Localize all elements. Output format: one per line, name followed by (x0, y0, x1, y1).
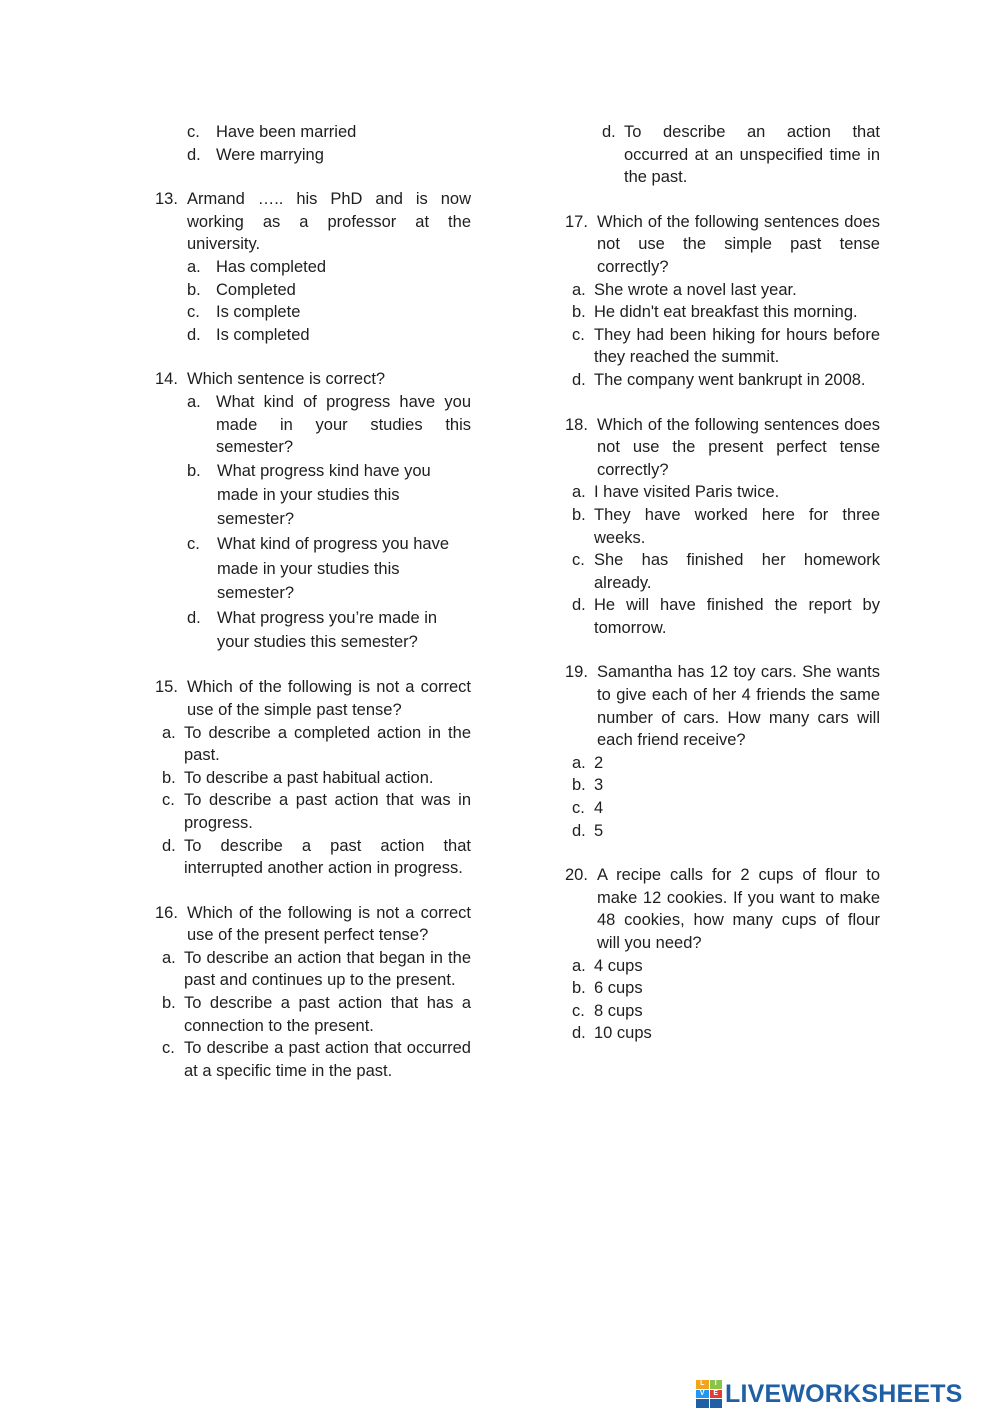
question-17 (565, 211, 880, 392)
option-text: Has completed (216, 257, 327, 276)
option-d[interactable] (162, 835, 471, 880)
question-stem: Which of the following is not a correct use of the simple past tense? (187, 678, 471, 719)
question-number: 17. (565, 212, 588, 231)
option-letter: c. (162, 791, 175, 810)
option-a[interactable] (162, 947, 471, 992)
option-text: To describe a past action that was in progress. (184, 791, 471, 832)
option-letter: c. (187, 303, 200, 322)
option-text: Were marrying (216, 145, 324, 164)
option-letter: c. (572, 1001, 585, 1020)
option-letter: c. (187, 123, 200, 141)
option-text: The company went bankrupt in 2008. (594, 370, 866, 389)
option-letter: c. (572, 551, 585, 570)
option-d[interactable] (572, 594, 880, 639)
option-letter: a. (572, 753, 586, 772)
logo-letter: E (710, 1390, 723, 1399)
option-b[interactable] (162, 992, 471, 1037)
option-letter: b. (162, 994, 176, 1013)
question-number: 20. (565, 866, 588, 885)
option-text: He didn't eat breakfast this morning. (594, 303, 858, 322)
option-d[interactable] (602, 121, 880, 189)
option-text: 10 cups (594, 1024, 652, 1043)
option-text: She wrote a novel last year. (594, 280, 797, 299)
question-18 (565, 414, 880, 640)
option-text: 8 cups (594, 1001, 643, 1020)
option-text: 6 cups (594, 979, 643, 998)
question-stem: Samantha has 12 toy cars. She wants to give each of her 4 friends the same number of cars. How many cars will each friend receive? (597, 663, 880, 750)
option-c[interactable] (572, 324, 880, 369)
question-number: 13. (155, 190, 178, 209)
option-b[interactable] (572, 504, 880, 549)
option-text: He will have finished the report by tomorrow. (594, 596, 880, 637)
option-text: To describe a completed action in the past. (184, 723, 471, 765)
question-12-continued (155, 121, 471, 166)
option-a[interactable] (572, 279, 880, 302)
option-d[interactable] (572, 820, 880, 843)
option-c[interactable] (572, 797, 880, 820)
option-text: 3 (594, 776, 604, 795)
logo-letter: L (696, 1380, 709, 1389)
question-stem: Which of the following is not a correct use of the present perfect tense? (187, 903, 471, 945)
option-letter: d. (602, 123, 616, 141)
option-a[interactable] (187, 391, 471, 459)
question-20 (565, 864, 880, 1045)
option-text: They had been hiking for hours before they reached the summit. (594, 325, 880, 367)
right-column (565, 121, 880, 1067)
option-a[interactable] (572, 752, 880, 775)
question-number: 15. (155, 678, 178, 697)
option-text: To describe an action that occurred at an unspecified time in the past. (624, 123, 880, 187)
option-text: To describe a past action that interrupted another action in progress. (184, 836, 471, 878)
option-letter: b. (572, 979, 586, 998)
option-c[interactable] (572, 549, 880, 594)
question-19 (565, 661, 880, 842)
option-text: What kind of progress you have made in your studies this semester? (217, 535, 450, 602)
option-letter: b. (162, 768, 176, 787)
option-letter: d. (187, 608, 201, 627)
left-column (155, 121, 471, 1104)
liveworksheets-logo-icon (696, 1380, 722, 1408)
option-letter: a. (162, 948, 176, 967)
question-14 (155, 368, 471, 654)
question-stem: Armand ….. his PhD and is now working as a professor at the university. (187, 190, 471, 254)
option-letter: a. (572, 483, 586, 502)
question-number: 19. (565, 663, 588, 682)
option-letter: d. (572, 596, 586, 615)
option-letter: d. (162, 836, 176, 855)
logo-block (696, 1399, 709, 1408)
question-stem: Which of the following sentences does not use the present perfect tense correctly? (597, 415, 880, 479)
logo-letter: V (696, 1390, 709, 1399)
question-16 (155, 902, 471, 1083)
option-b[interactable] (572, 977, 880, 1000)
option-letter: d. (572, 370, 586, 389)
option-letter: d. (187, 145, 201, 164)
option-a[interactable] (162, 722, 471, 767)
option-letter: c. (572, 799, 585, 818)
option-text: She has finished her homework already. (594, 551, 880, 592)
option-b[interactable] (187, 279, 471, 302)
liveworksheets-logo (696, 1379, 963, 1409)
option-text: 5 (594, 821, 604, 840)
option-c[interactable] (187, 532, 471, 605)
option-c[interactable] (162, 1037, 471, 1082)
question-stem: Which sentence is correct? (187, 370, 386, 389)
option-text: Have been married (216, 123, 357, 141)
option-letter: c. (572, 325, 585, 344)
option-text: Is complete (216, 303, 301, 322)
option-letter: a. (572, 280, 586, 299)
brand-text: LIVEWORKSHEETS (725, 1379, 963, 1408)
question-15 (155, 676, 471, 879)
option-letter: a. (162, 723, 176, 742)
option-c[interactable] (572, 1000, 880, 1023)
option-letter: b. (572, 505, 586, 524)
option-c[interactable] (187, 121, 471, 144)
question-number: 16. (155, 903, 178, 922)
option-letter: c. (187, 535, 200, 554)
option-text: 4 (594, 799, 604, 818)
option-a[interactable] (572, 481, 880, 504)
option-letter: a. (187, 392, 201, 411)
option-text: To describe a past habitual action. (184, 768, 434, 787)
option-b[interactable] (187, 459, 471, 532)
option-text: 4 cups (594, 956, 643, 975)
option-text: To describe a past action that has a connection to the present. (184, 994, 471, 1035)
option-text: Completed (216, 280, 296, 299)
option-text: What progress you’re made in your studies this semester? (217, 608, 438, 652)
option-letter: a. (187, 257, 201, 276)
option-c[interactable] (162, 789, 471, 834)
option-text: I have visited Paris twice. (594, 483, 780, 502)
option-b[interactable] (572, 774, 880, 797)
logo-block (710, 1399, 723, 1408)
option-letter: b. (187, 461, 201, 480)
option-c[interactable] (187, 301, 471, 324)
option-letter: b. (572, 303, 586, 322)
option-letter: d. (187, 325, 201, 344)
option-d[interactable] (572, 369, 880, 392)
option-d[interactable] (187, 606, 471, 654)
option-text: What kind of progress have you made in your studies this semester? (216, 392, 471, 457)
question-stem: Which of the following sentences does not use the simple past tense correctly? (597, 212, 880, 276)
question-13 (155, 188, 471, 346)
option-d[interactable] (572, 1022, 880, 1045)
question-number: 18. (565, 415, 588, 434)
option-letter: b. (187, 280, 201, 299)
option-letter: a. (572, 956, 586, 975)
question-16-continued (565, 121, 880, 189)
option-letter: d. (572, 1024, 586, 1043)
option-d[interactable] (187, 324, 471, 347)
option-text: They have worked here for three weeks. (594, 505, 880, 547)
option-text: Is completed (216, 325, 310, 344)
option-letter: d. (572, 821, 586, 840)
option-text: To describe an action that began in the past and continues up to the present. (184, 948, 471, 990)
option-b[interactable] (162, 767, 471, 790)
option-a[interactable] (572, 955, 880, 978)
option-b[interactable] (572, 301, 880, 324)
option-d[interactable] (187, 144, 471, 167)
option-a[interactable] (187, 256, 471, 279)
option-letter: b. (572, 776, 586, 795)
option-text: What progress kind have you made in your studies this semester? (217, 461, 431, 529)
logo-letter: I (710, 1380, 723, 1389)
question-number: 14. (155, 370, 178, 389)
option-text: 2 (594, 753, 604, 772)
question-stem: A recipe calls for 2 cups of flour to make 12 cookies. If you want to make 48 cookies, how many cups of flour will you need? (597, 866, 880, 952)
option-letter: c. (162, 1039, 175, 1058)
option-text: To describe a past action that occurred at a specific time in the past. (184, 1039, 471, 1080)
